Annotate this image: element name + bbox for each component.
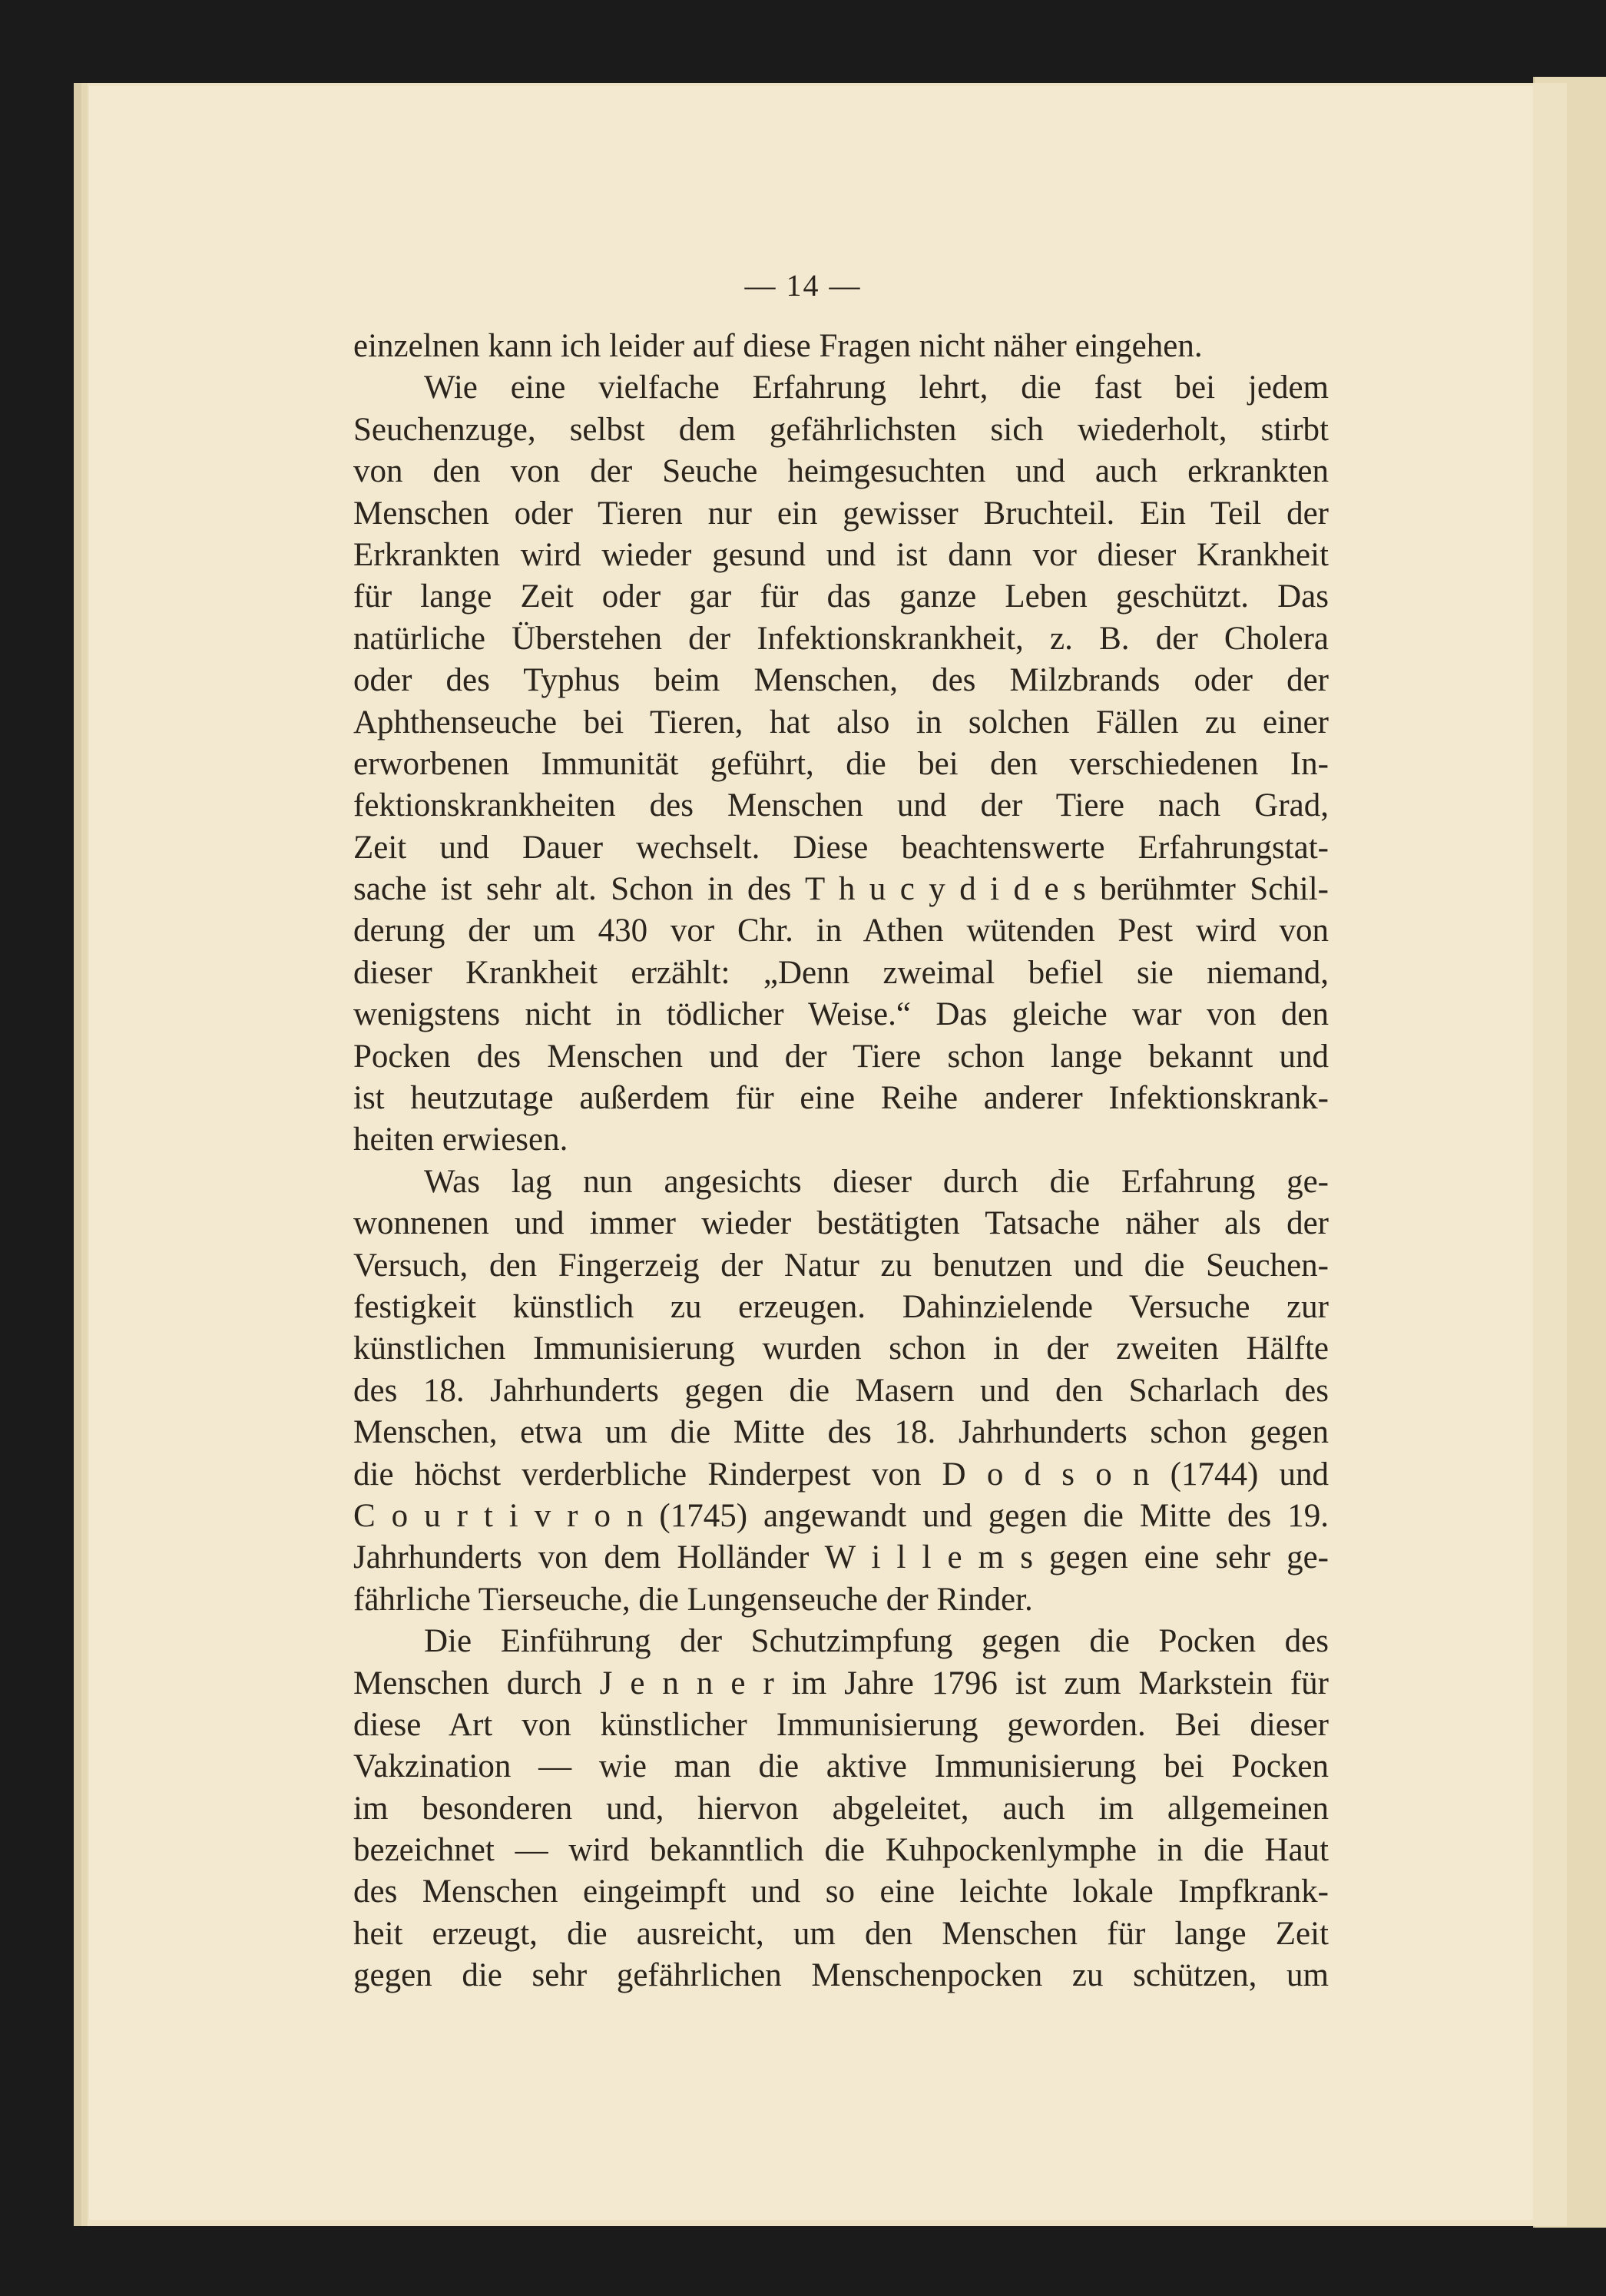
page-number: — 14 —: [744, 268, 862, 303]
text-line: gegen die sehr gefährlichen Menschenpocken zu schützen, um: [353, 1957, 1329, 1994]
body-text: [353, 326, 1329, 1997]
text-line: fährliche Tierseuche, die Lungenseuche der Rinder.: [353, 1581, 1033, 1618]
text-line: Vakzination — wie man die aktive Immunisierung bei Pocken: [353, 1748, 1329, 1785]
text-line: im besonderen und, hiervon abgeleitet, auch im allgemeinen: [353, 1790, 1329, 1827]
text-line: sache ist sehr alt. Schon in des T h u c y d i d e s berühmter Schil-: [353, 871, 1329, 908]
text-line: Wie eine vielfache Erfahrung lehrt, die fast bei jedem: [424, 369, 1329, 406]
text-line: erworbenen Immunität geführt, die bei den verschiedenen In-: [353, 745, 1329, 782]
text-line: Menschen, etwa um die Mitte des 18. Jahrhunderts schon gegen: [353, 1414, 1329, 1451]
text-line: oder des Typhus beim Menschen, des Milzbrands oder der: [353, 662, 1329, 699]
text-line: Seuchenzuge, selbst dem gefährlichsten sich wiederholt, stirbt: [353, 411, 1329, 448]
text-line: einzelnen kann ich leider auf diese Fragen nicht näher eingehen.: [353, 328, 1203, 364]
text-line: heit erzeugt, die ausreicht, um den Menschen für lange Zeit: [353, 1915, 1329, 1952]
text-line: bezeichnet — wird bekanntlich die Kuhpockenlymphe in die Haut: [353, 1832, 1329, 1869]
text-line: Pocken des Menschen und der Tiere schon lange bekannt und: [353, 1038, 1329, 1075]
text-line: die höchst verderbliche Rinderpest von D o d s o n (1744) und: [353, 1456, 1329, 1493]
text-line: diese Art von künstlicher Immunisierung geworden. Bei dieser: [353, 1706, 1329, 1743]
text-line: Erkrankten wird wieder gesund und ist dann vor dieser Krankheit: [353, 536, 1329, 573]
text-line: Zeit und Dauer wechselt. Diese beachtenswerte Erfahrungstat-: [353, 829, 1329, 866]
text-line: Aphthenseuche bei Tieren, hat also in solchen Fällen zu einer: [353, 704, 1329, 740]
text-line: dieser Krankheit erzählt: „Denn zweimal befiel sie niemand,: [353, 954, 1329, 991]
text-line: heiten erwiesen.: [353, 1121, 568, 1158]
text-line: Versuch, den Fingerzeig der Natur zu benutzen und die Seuchen-: [353, 1247, 1329, 1284]
text-line: C o u r t i v r o n (1745) angewandt und gegen die Mitte des 19.: [353, 1497, 1329, 1534]
text-line: des Menschen eingeimpft und so eine leichte lokale Impfkrank-: [353, 1874, 1329, 1910]
text-line: Die Einführung der Schutzimpfung gegen die Pocken des: [424, 1623, 1329, 1660]
text-line: ist heutzutage außerdem für eine Reihe anderer Infektionskrank-: [353, 1080, 1329, 1117]
text-line: festigkeit künstlich zu erzeugen. Dahinzielende Versuche zur: [353, 1288, 1329, 1325]
text-line: des 18. Jahrhunderts gegen die Masern und den Scharlach des: [353, 1372, 1329, 1409]
text-line: Was lag nun angesichts dieser durch die Erfahrung ge-: [424, 1163, 1329, 1200]
text-line: derung der um 430 vor Chr. in Athen wütenden Pest wird von: [353, 913, 1329, 949]
text-line: natürliche Überstehen der Infektionskrankheit, z. B. der Cholera: [353, 620, 1329, 657]
text-line: für lange Zeit oder gar für das ganze Leben geschützt. Das: [353, 578, 1329, 615]
text-line: künstlichen Immunisierung wurden schon in der zweiten Hälfte: [353, 1330, 1329, 1367]
text-line: Menschen oder Tieren nur ein gewisser Bruchteil. Ein Teil der: [353, 495, 1329, 532]
text-line: Menschen durch J e n n e r im Jahre 1796 ist zum Markstein für: [353, 1665, 1329, 1701]
text-line: wonnenen und immer wieder bestätigten Tatsache näher als der: [353, 1205, 1329, 1242]
text-line: von den von der Seuche heimgesuchten und auch erkrankten: [353, 453, 1329, 490]
text-line: fektionskrankheiten des Menschen und der Tiere nach Grad,: [353, 787, 1329, 824]
text-line: wenigstens nicht in tödlicher Weise.“ Das gleiche war von den: [353, 996, 1329, 1033]
text-line: Jahrhunderts von dem Holländer W i l l e m s gegen eine sehr ge-: [353, 1539, 1329, 1576]
